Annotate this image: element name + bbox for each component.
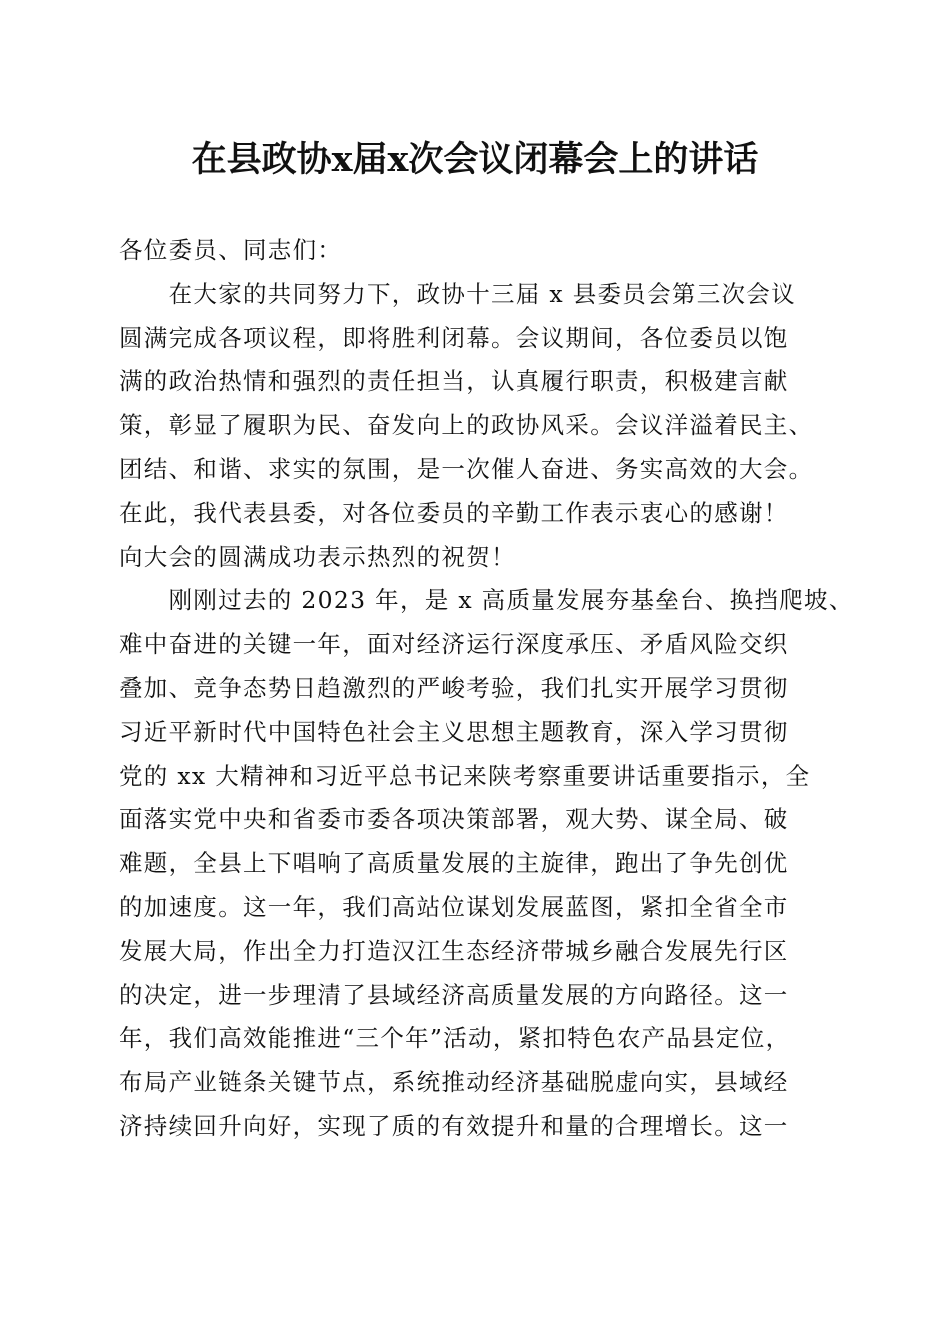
text-line: 济持续回升向好，实现了质的有效提升和量的合理增长。这一 xyxy=(119,1111,789,1140)
text-line: 向大会的圆满成功表示热烈的祝贺！ xyxy=(119,542,516,571)
text-line: 面落实党中央和省委市委各项决策部署，观大势、谋全局、破 xyxy=(119,805,789,834)
text-line: 布局产业链条关键节点，系统推动经济基础脱虚向实，县域经 xyxy=(119,1068,789,1097)
text-line: 在此，我代表县委，对各位委员的辛勤工作表示衷心的感谢！ xyxy=(119,498,789,527)
speech-body xyxy=(119,229,854,1149)
text-line: 满的政治热情和强烈的责任担当，认真履行职责，积极建言献 xyxy=(119,367,789,396)
text-line: 在大家的共同努力下，政协十三届 x 县委员会第三次会议 xyxy=(119,279,796,308)
text-line: 叠加、竞争态势日趋激烈的严峻考验，我们扎实开展学习贯彻 xyxy=(119,673,789,702)
text-line: 难题，全县上下唱响了高质量发展的主旋律，跑出了争先创优 xyxy=(119,849,789,878)
text-line: 难中奋进的关键一年，面对经济运行深度承压、矛盾风险交织 xyxy=(119,630,789,659)
text-line: 的决定，进一步理清了县域经济高质量发展的方向路径。这一 xyxy=(119,980,789,1009)
text-line: 发展大局，作出全力打造汉江生态经济带城乡融合发展先行区 xyxy=(119,936,789,965)
text-line: 年，我们高效能推进“三个年”活动，紧扣特色农产品县定位， xyxy=(119,1024,791,1053)
text-line-salutation: 各位委员、同志们： xyxy=(119,236,343,264)
text-line: 团结、和谐、求实的氛围，是一次催人奋进、务实高效的大会。 xyxy=(119,454,814,483)
text-line: 习近平新时代中国特色社会主义思想主题教育，深入学习贯彻 xyxy=(119,717,789,746)
text-line: 圆满完成各项议程，即将胜利闭幕。会议期间，各位委员以饱 xyxy=(119,323,789,352)
text-line: 策，彰显了履职为民、奋发向上的政协风采。会议洋溢着民主、 xyxy=(119,411,814,440)
text-line: 的加速度。这一年，我们高站位谋划发展蓝图，紧扣全省全市 xyxy=(119,892,789,921)
text-line: 刚刚过去的 2023 年，是 x 高质量发展夯基垒台、换挡爬坡、 xyxy=(119,586,854,615)
document-title: 在县政协x届x次会议闭幕会上的讲话 xyxy=(191,139,759,180)
text-line: 党的 xx 大精神和习近平总书记来陕考察重要讲话重要指示，全 xyxy=(119,761,811,790)
